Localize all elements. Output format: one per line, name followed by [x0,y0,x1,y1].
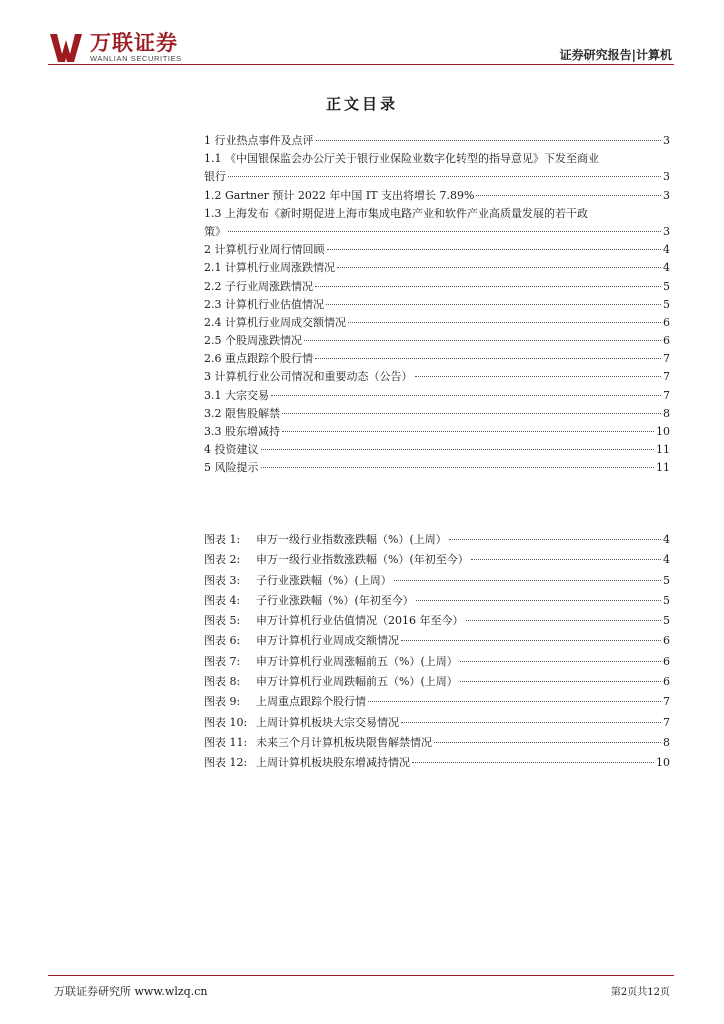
toc-entry[interactable] [204,368,670,386]
toc-entry[interactable] [204,314,670,332]
toc-entry-page: 8 [663,406,670,420]
toc-entry-label: 2 计算机行业周行情回顾 [204,243,325,257]
dot-leader [326,304,661,305]
dot-leader [315,286,661,287]
toc-entry-label[interactable]: 1.3 上海发布《新时期促进上海市集成电路产业和软件产业高质量发展的若干政 [204,206,588,220]
figure-entry-label [204,591,414,611]
figure-entry[interactable] [204,753,670,773]
toc-entry-label: 3.1 大宗交易 [204,388,269,402]
figure-title: 申万计算机行业周跌幅前五（%）(上周） [256,675,458,689]
header-divider [48,64,674,65]
figure-entry[interactable] [204,550,670,570]
figure-entry[interactable] [204,611,670,631]
dot-leader [401,640,661,641]
dot-leader [316,140,662,141]
figure-number: 图表 1: [204,533,241,546]
table-of-contents [204,132,670,478]
toc-entry[interactable] [204,187,670,205]
footer-divider [48,975,674,976]
toc-entry-label: 2.1 计算机行业周涨跌情况 [204,261,335,275]
dot-leader [368,701,661,702]
toc-entry[interactable] [204,459,670,477]
toc-entry-label: 4 投资建议 [204,443,259,457]
figure-number: 图表 10: [204,715,248,729]
toc-entry[interactable] [204,278,670,296]
toc-entry[interactable] [204,441,670,459]
figure-entry-page: 7 [663,695,670,709]
figure-list [204,530,670,774]
figure-entry-page: 6 [663,654,670,668]
toc-entry-page: 3 [663,188,670,202]
dot-leader [348,322,661,323]
figure-entry-page: 8 [663,735,670,749]
dot-leader [476,195,661,196]
dot-leader [466,620,662,621]
figure-title: 子行业涨跌幅（%）(年初至今） [256,593,414,607]
figure-entry[interactable] [204,631,670,651]
toc-entry-page: 11 [656,443,670,457]
logo [48,30,182,66]
dot-leader [471,559,661,560]
figure-number: 图表 7: [204,654,241,668]
dot-leader [228,231,661,232]
figure-number: 图表 9: [204,695,241,709]
dot-leader [315,358,661,359]
figure-entry-page: 7 [663,715,670,729]
dot-leader [401,722,661,723]
toc-entry[interactable] [204,259,670,277]
figure-entry-label [204,631,399,651]
figure-entry-label [204,530,447,550]
toc-entry-page: 11 [656,461,670,475]
toc-entry-page: 7 [663,370,670,384]
dot-leader [416,600,661,601]
figure-title: 申万计算机行业周涨幅前五（%）(上周） [256,654,458,668]
figure-number: 图表 8: [204,675,241,689]
figure-entry-label [204,753,410,773]
dot-leader [337,267,661,268]
figure-entry-label [204,692,366,712]
dot-leader [327,249,662,250]
toc-entry[interactable] [204,132,670,150]
toc-entry-label: 2.4 计算机行业周成交额情况 [204,315,346,329]
figure-entry-page: 5 [663,593,670,607]
figure-number: 图表 12: [204,756,248,770]
figure-number: 图表 5: [204,614,241,628]
toc-entry[interactable] [204,332,670,350]
figure-number: 图表 2: [204,553,241,567]
dot-leader [460,681,661,682]
figure-entry[interactable] [204,652,670,672]
toc-entry[interactable] [204,350,670,368]
toc-entry-page: 3 [663,134,670,147]
figure-entry-page: 5 [663,614,670,628]
toc-entry[interactable] [204,387,670,405]
figure-number: 图表 3: [204,573,241,587]
figure-number: 图表 4: [204,593,241,607]
figure-entry-page: 6 [663,634,670,648]
page-title: 正文目录 [325,95,398,113]
dot-leader [304,340,661,341]
toc-entry-label: 2.2 子行业周涨跌情况 [204,279,313,293]
toc-entry-label: 3 计算机行业公司情况和重要动态（公告） [204,370,413,384]
figure-entry-label [204,571,392,591]
toc-entry-label-cont: 银行 [204,170,226,184]
toc-entry-label: 2.3 计算机行业估值情况 [204,297,324,311]
figure-title: 上周计算机板块股东增减持情况 [256,756,410,770]
toc-entry[interactable] [204,296,670,314]
dot-leader [460,661,661,662]
figure-title: 申万一级行业指数涨跌幅（%）(上周） [256,533,447,546]
figure-entry[interactable] [204,571,670,591]
figure-entry-page: 10 [656,756,670,770]
dot-leader [394,580,661,581]
figure-entry[interactable] [204,591,670,611]
page-number: 第2页共12页 [610,987,670,998]
toc-entry-page: 6 [663,334,670,348]
toc-entry-label: 3.2 限售股解禁 [204,406,280,420]
logo-english-name: WANLIAN SECURITIES [90,54,182,63]
logo-chinese-name: 万联证券 [90,31,178,55]
toc-entry[interactable] [204,168,670,186]
figure-title: 未来三个月计算机板块限售解禁情况 [256,735,432,749]
figure-title: 申万计算机行业估值情况（2016 年至今） [256,614,464,628]
figure-entry-label [204,611,464,631]
figure-entry-page: 6 [663,675,670,689]
toc-entry-label: 1.2 Gartner 预计 2022 年中国 IT 支出将增长 7.89% [204,188,475,202]
toc-entry-label-cont: 策》 [204,224,226,238]
toc-entry[interactable] [204,241,670,259]
figure-entry-label [204,550,469,570]
dot-leader [261,467,655,468]
toc-entry-label: 5 风险提示 [204,461,259,475]
dot-leader [271,395,661,396]
toc-entry-page: 7 [663,388,670,402]
figure-entry-page: 4 [663,553,670,567]
figure-title: 上周重点跟踪个股行情 [256,695,366,709]
dot-leader [434,742,661,743]
figure-entry[interactable] [204,733,670,753]
figure-number: 图表 11: [204,735,248,749]
dot-leader [282,413,661,414]
dot-leader [282,431,654,432]
dot-leader [449,539,661,540]
toc-entry-page: 4 [663,243,670,257]
toc-entry-page: 10 [656,425,670,438]
toc-entry-page: 3 [663,224,670,238]
figure-entry-label [204,672,458,692]
figure-title: 上周计算机板块大宗交易情况 [256,715,399,729]
dot-leader [415,376,662,377]
toc-entry-label: 2.6 重点跟踪个股行情 [204,352,313,366]
figure-entry-page: 4 [663,533,670,546]
figure-entry[interactable] [204,672,670,692]
toc-entry-page: 5 [663,279,670,293]
footer-source: 万联证券研究所 www.wlzq.cn [54,985,208,998]
toc-entry-page: 3 [663,170,670,184]
report-category: 证券研究报告|计算机 [559,48,672,62]
figure-entry[interactable] [204,530,670,550]
toc-entry-page: 5 [663,297,670,311]
toc-entry-page: 4 [663,261,670,275]
figure-entry-label [204,713,399,733]
figure-entry[interactable] [204,692,670,712]
toc-entry[interactable] [204,223,670,241]
figure-title: 申万计算机行业周成交额情况 [256,634,399,648]
dot-leader [228,176,661,177]
figure-number: 图表 6: [204,634,241,648]
figure-title: 申万一级行业指数涨跌幅（%）(年初至今） [256,553,469,567]
wanlian-logo-icon [48,30,84,66]
figure-entry[interactable] [204,713,670,733]
figure-entry-label [204,733,432,753]
figure-entry-page: 5 [663,573,670,587]
figure-title: 子行业涨跌幅（%）(上周） [256,573,392,587]
dot-leader [412,762,654,763]
toc-entry[interactable] [204,405,670,423]
toc-entry[interactable] [204,423,670,441]
figure-entry-label [204,652,458,672]
toc-entry-page: 7 [663,352,670,366]
toc-entry-label: 3.3 股东增减持 [204,425,280,438]
toc-entry-label: 1 行业热点事件及点评 [204,134,314,147]
toc-entry-page: 6 [663,315,670,329]
toc-entry-label[interactable]: 1.1 《中国银保监会办公厅关于银行业保险业数字化转型的指导意见》下发至商业 [204,152,599,166]
toc-entry-label: 2.5 个股周涨跌情况 [204,334,302,348]
dot-leader [261,449,655,450]
